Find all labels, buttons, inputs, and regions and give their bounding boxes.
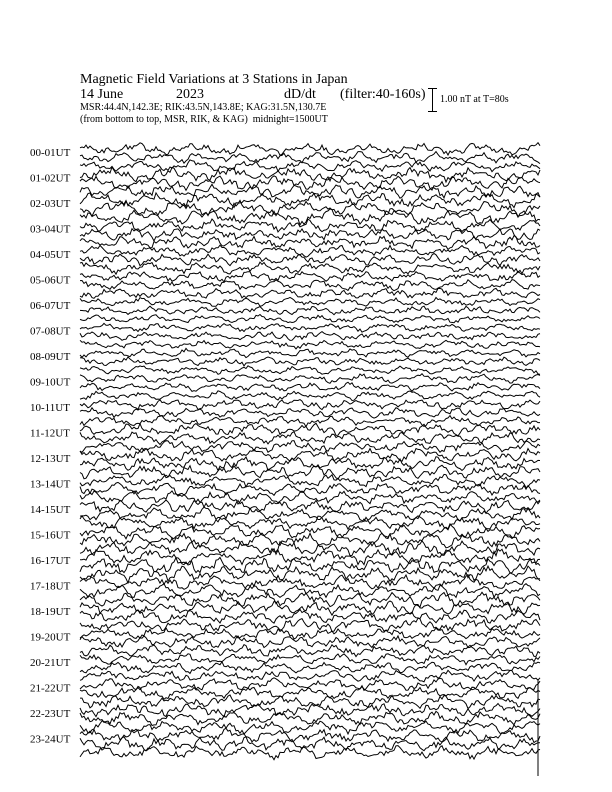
trace-rik-11-12ut bbox=[80, 432, 540, 445]
hour-row-label: 10-11UT bbox=[30, 402, 70, 414]
filter-label: (filter:40-160s) bbox=[340, 87, 426, 102]
hour-row-label: 20-21UT bbox=[30, 657, 71, 669]
trace-rik-23-24ut bbox=[80, 737, 540, 751]
trace-rik-14-15ut bbox=[80, 507, 540, 521]
hour-row-label: 12-13UT bbox=[30, 453, 71, 465]
trace-rik-10-11ut bbox=[80, 408, 540, 418]
hour-row-label: 11-12UT bbox=[30, 427, 70, 440]
station-coordinates: MSR:44.4N,142.3E; RIK:43.5N,143.8E; KAG:31.5N,130.7E bbox=[80, 102, 327, 113]
trace-rik-20-21ut bbox=[80, 662, 540, 674]
trace-msr-18-19ut bbox=[80, 618, 540, 631]
trace-rik-05-06ut bbox=[80, 280, 540, 291]
trace-msr-04-05ut bbox=[80, 262, 540, 274]
trace-kag-07-08ut bbox=[80, 323, 540, 332]
chart-title: Magnetic Field Variations at 3 Stations in Japan bbox=[80, 72, 348, 87]
trace-kag-17-18ut bbox=[80, 575, 540, 590]
trace-rik-12-13ut bbox=[80, 457, 540, 471]
hour-row-label: 01-02UT bbox=[30, 172, 71, 185]
trace-rik-09-10ut bbox=[80, 382, 540, 391]
trace-msr-03-04ut bbox=[80, 236, 540, 250]
trace-kag-11-12ut bbox=[80, 423, 540, 436]
trace-kag-16-17ut bbox=[80, 549, 540, 565]
quantity-label: dD/dt bbox=[284, 87, 316, 102]
trace-msr-06-07ut bbox=[80, 315, 540, 323]
hour-row-label: 15-16UT bbox=[30, 529, 71, 542]
date-year: 2023 bbox=[176, 87, 204, 102]
trace-msr-10-11ut bbox=[80, 416, 540, 427]
trace-rik-06-07ut bbox=[80, 306, 540, 315]
trace-msr-17-18ut bbox=[80, 592, 540, 607]
trace-kag-06-07ut bbox=[80, 297, 540, 306]
trace-rik-21-22ut bbox=[80, 686, 540, 699]
hour-row-label: 08-09UT bbox=[30, 351, 71, 363]
trace-msr-00-01ut bbox=[80, 160, 540, 172]
hour-row-label: 22-23UT bbox=[30, 708, 71, 720]
trace-kag-20-21ut bbox=[80, 654, 540, 665]
trace-kag-08-09ut bbox=[80, 348, 540, 357]
hour-row-label: 02-03UT bbox=[30, 198, 71, 210]
hour-row-label: 04-05UT bbox=[30, 249, 71, 261]
trace-rik-07-08ut bbox=[80, 332, 540, 341]
trace-kag-05-06ut bbox=[80, 271, 540, 282]
trace-kag-12-13ut bbox=[80, 448, 540, 461]
trace-kag-23-24ut bbox=[80, 728, 540, 742]
hour-row-label: 21-22UT bbox=[30, 682, 71, 695]
hour-row-label: 18-19UT bbox=[30, 606, 71, 618]
trace-rik-18-19ut bbox=[80, 609, 540, 623]
station-order-note: (from bottom to top, MSR, RIK, & KAG) bbox=[80, 114, 248, 125]
hour-row-label: 17-18UT bbox=[30, 580, 71, 593]
trace-msr-08-09ut bbox=[80, 366, 540, 375]
trace-kag-00-01ut bbox=[80, 143, 540, 156]
trace-rik-17-18ut bbox=[80, 584, 540, 598]
trace-msr-05-06ut bbox=[80, 288, 540, 298]
hour-row-label: 07-08UT bbox=[30, 325, 71, 338]
hour-row-label: 16-17UT bbox=[30, 555, 71, 567]
trace-rik-08-09ut bbox=[80, 357, 540, 366]
hour-row-label: 19-20UT bbox=[30, 631, 71, 644]
hour-row-label: 09-10UT bbox=[30, 376, 71, 389]
hour-row-label: 00-01UT bbox=[30, 147, 71, 159]
trace-msr-11-12ut bbox=[80, 441, 540, 453]
trace-kag-01-02ut bbox=[80, 167, 540, 182]
hour-row-label: 06-07UT bbox=[30, 300, 71, 312]
trace-kag-13-14ut bbox=[80, 474, 540, 487]
trace-rik-01-02ut bbox=[80, 176, 540, 191]
hour-row-label: 05-06UT bbox=[30, 274, 71, 287]
date-day: 14 June bbox=[80, 87, 124, 102]
trace-kag-03-04ut bbox=[80, 219, 540, 232]
hour-row-label: 14-15UT bbox=[30, 504, 71, 516]
trace-kag-19-20ut bbox=[80, 628, 540, 640]
trace-kag-10-11ut bbox=[80, 400, 540, 410]
trace-rik-00-01ut bbox=[80, 152, 540, 164]
trace-msr-13-14ut bbox=[80, 491, 540, 505]
trace-kag-02-03ut bbox=[80, 193, 540, 208]
scale-bar-label: 1.00 nT at T=80s bbox=[440, 94, 509, 105]
trace-msr-07-08ut bbox=[80, 340, 540, 349]
hour-row-label: 13-14UT bbox=[30, 478, 71, 491]
hour-row-label: 23-24UT bbox=[30, 733, 71, 746]
trace-kag-09-10ut bbox=[80, 374, 540, 384]
trace-rik-03-04ut bbox=[80, 229, 540, 241]
hour-row-label: 03-04UT bbox=[30, 223, 71, 236]
midnight-note: midnight=1500UT bbox=[252, 114, 328, 125]
trace-msr-09-10ut bbox=[80, 391, 540, 401]
